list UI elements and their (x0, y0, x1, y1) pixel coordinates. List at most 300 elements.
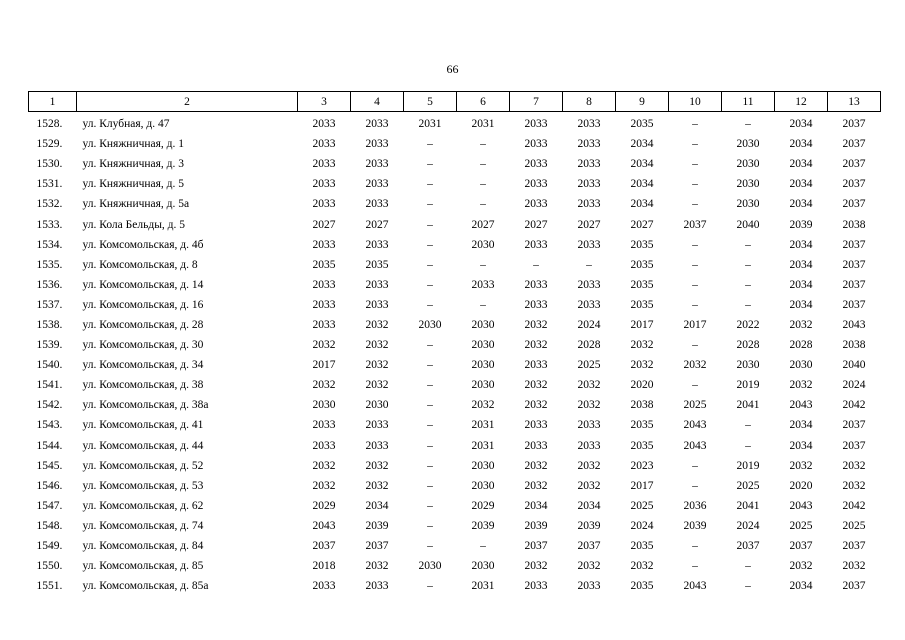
address-cell: ул. Комсомольская, д. 34 (82, 359, 204, 372)
year-cell: – (427, 419, 433, 432)
year-cell: 2033 (577, 158, 601, 171)
year-cell: – (745, 278, 751, 291)
year-cell: – (480, 198, 486, 211)
year-cell: 2033 (365, 198, 389, 211)
year-cell: 2019 (736, 379, 760, 392)
year-cell: 2032 (577, 560, 601, 573)
year-cell: 2043 (683, 439, 707, 452)
year-cell: 2025 (577, 359, 601, 372)
year-cell: – (480, 138, 486, 151)
year-cell: 2034 (630, 198, 654, 211)
table-row (29, 194, 881, 214)
address-cell: ул. Комсомольская, д. 38а (82, 399, 209, 412)
year-cell: 2043 (683, 580, 707, 593)
row-number: 1535. (36, 258, 63, 271)
year-cell: 2033 (524, 178, 548, 191)
year-cell: 2029 (312, 499, 336, 512)
address-cell: ул. Комсомольская, д. 14 (82, 278, 204, 291)
row-number: 1536. (36, 278, 63, 291)
year-cell: – (586, 258, 592, 271)
year-cell: 2033 (312, 298, 336, 311)
address-cell: ул. Комсомольская, д. 4б (82, 238, 204, 251)
year-cell: 2032 (312, 459, 336, 472)
row-number: 1548. (36, 519, 63, 532)
year-cell: 2034 (789, 198, 813, 211)
year-cell: 2034 (789, 298, 813, 311)
year-cell: 2030 (312, 399, 336, 412)
year-cell: – (427, 379, 433, 392)
year-cell: 2033 (312, 238, 336, 251)
table-row (29, 496, 881, 516)
year-cell: 2033 (365, 278, 389, 291)
year-cell: 2017 (683, 318, 707, 331)
year-cell: 2033 (365, 298, 389, 311)
year-cell: 2041 (736, 499, 760, 512)
year-cell: 2034 (789, 178, 813, 191)
year-cell: 2034 (577, 499, 601, 512)
column-header-2: 2 (77, 92, 298, 112)
year-cell: – (427, 439, 433, 452)
row-number: 1532. (36, 198, 63, 211)
year-cell: 2032 (577, 379, 601, 392)
year-cell: 2024 (577, 318, 601, 331)
year-cell: 2033 (524, 298, 548, 311)
year-cell: 2028 (736, 339, 760, 352)
row-number: 1543. (36, 419, 63, 432)
year-cell: – (745, 580, 751, 593)
year-cell: – (427, 359, 433, 372)
year-cell: – (745, 439, 751, 452)
column-header-7: 7 (510, 92, 563, 112)
schedule-table (28, 91, 881, 596)
year-cell: 2037 (524, 540, 548, 553)
table-row (29, 576, 881, 596)
year-cell: 2027 (312, 218, 336, 231)
column-header-8: 8 (563, 92, 616, 112)
row-number: 1529. (36, 138, 63, 151)
year-cell: 2030 (471, 560, 495, 573)
year-cell: 2032 (365, 339, 389, 352)
year-cell: 2032 (312, 339, 336, 352)
year-cell: 2037 (842, 138, 866, 151)
year-cell: – (427, 138, 433, 151)
row-number: 1551. (36, 580, 63, 593)
year-cell: 2035 (630, 439, 654, 452)
year-cell: 2034 (789, 439, 813, 452)
year-cell: 2024 (630, 519, 654, 532)
year-cell: 2033 (524, 158, 548, 171)
year-cell: 2037 (842, 198, 866, 211)
year-cell: 2032 (365, 379, 389, 392)
year-cell: 2037 (312, 540, 336, 553)
table-row (29, 315, 881, 335)
year-cell: 2034 (789, 419, 813, 432)
year-cell: – (480, 258, 486, 271)
year-cell: 2033 (524, 238, 548, 251)
table-row (29, 255, 881, 275)
year-cell: 2027 (577, 218, 601, 231)
year-cell: – (692, 238, 698, 251)
year-cell: 2037 (842, 419, 866, 432)
year-cell: 2039 (789, 218, 813, 231)
address-cell: ул. Комсомольская, д. 41 (82, 419, 204, 432)
table-row (29, 214, 881, 234)
year-cell: 2034 (789, 238, 813, 251)
year-cell: 2035 (630, 118, 654, 131)
year-cell: 2033 (577, 580, 601, 593)
address-cell: ул. Княжничная, д. 5 (82, 178, 185, 191)
year-cell: 2019 (736, 459, 760, 472)
year-cell: – (692, 479, 698, 492)
year-cell: 2042 (842, 399, 866, 412)
table-body (29, 112, 881, 597)
year-cell: 2035 (312, 258, 336, 271)
year-cell: – (427, 218, 433, 231)
year-cell: 2035 (630, 298, 654, 311)
year-cell: 2027 (471, 218, 495, 231)
year-cell: 2037 (365, 540, 389, 553)
year-cell: 2033 (365, 158, 389, 171)
year-cell: 2027 (524, 218, 548, 231)
table-row (29, 556, 881, 576)
table-row (29, 516, 881, 536)
year-cell: 2033 (577, 238, 601, 251)
row-number: 1549. (36, 540, 63, 553)
year-cell: 2030 (471, 318, 495, 331)
address-cell: ул. Княжничная, д. 3 (82, 158, 185, 171)
year-cell: 2025 (789, 519, 813, 532)
year-cell: 2033 (577, 419, 601, 432)
year-cell: 2030 (365, 399, 389, 412)
table-row (29, 395, 881, 415)
year-cell: – (427, 198, 433, 211)
year-cell: – (692, 258, 698, 271)
row-number: 1546. (36, 479, 63, 492)
year-cell: – (692, 158, 698, 171)
year-cell: 2030 (736, 138, 760, 151)
year-cell: – (480, 178, 486, 191)
year-cell: 2032 (312, 479, 336, 492)
table-row (29, 174, 881, 194)
year-cell: – (745, 298, 751, 311)
year-cell: 2025 (736, 479, 760, 492)
year-cell: 2032 (842, 479, 866, 492)
year-cell: 2033 (577, 198, 601, 211)
address-cell: ул. Комсомольская, д. 38 (82, 379, 204, 392)
year-cell: 2032 (312, 379, 336, 392)
year-cell: 2030 (736, 158, 760, 171)
year-cell: 2031 (418, 118, 442, 131)
year-cell: – (427, 540, 433, 553)
year-cell: 2034 (630, 138, 654, 151)
year-cell: 2033 (312, 158, 336, 171)
year-cell: 2037 (683, 218, 707, 231)
address-cell: ул. Княжничная, д. 1 (82, 138, 185, 151)
year-cell: 2035 (365, 258, 389, 271)
column-header-3: 3 (298, 92, 351, 112)
year-cell: 2030 (471, 238, 495, 251)
table-row (29, 436, 881, 456)
year-cell: 2032 (842, 560, 866, 573)
row-number: 1530. (36, 158, 63, 171)
address-cell: ул. Комсомольская, д. 30 (82, 339, 204, 352)
year-cell: 2032 (577, 399, 601, 412)
year-cell: 2032 (524, 479, 548, 492)
address-cell: ул. Княжничная, д. 5а (82, 198, 190, 211)
year-cell: 2032 (577, 479, 601, 492)
table-header-row (29, 92, 881, 112)
year-cell: 2018 (312, 560, 336, 573)
year-cell: 2025 (630, 499, 654, 512)
year-cell: 2020 (630, 379, 654, 392)
year-cell: – (427, 178, 433, 191)
year-cell: – (533, 258, 539, 271)
year-cell: 2033 (365, 580, 389, 593)
year-cell: 2032 (471, 399, 495, 412)
year-cell: 2035 (630, 419, 654, 432)
year-cell: 2041 (736, 399, 760, 412)
year-cell: – (427, 519, 433, 532)
year-cell: 2034 (524, 499, 548, 512)
year-cell: 2037 (577, 540, 601, 553)
year-cell: 2037 (842, 158, 866, 171)
year-cell: 2031 (471, 439, 495, 452)
year-cell: 2032 (789, 560, 813, 573)
year-cell: 2033 (577, 439, 601, 452)
year-cell: 2032 (524, 379, 548, 392)
year-cell: 2043 (789, 499, 813, 512)
year-cell: 2030 (736, 178, 760, 191)
year-cell: 2032 (524, 399, 548, 412)
address-cell: ул. Комсомольская, д. 85 (82, 560, 204, 573)
table-row (29, 536, 881, 556)
year-cell: 2033 (312, 178, 336, 191)
address-cell: ул. Комсомольская, д. 53 (82, 479, 204, 492)
year-cell: 2033 (524, 278, 548, 291)
year-cell: 2027 (630, 218, 654, 231)
row-number: 1531. (36, 178, 63, 191)
year-cell: 2034 (789, 580, 813, 593)
year-cell: 2034 (789, 278, 813, 291)
year-cell: – (427, 278, 433, 291)
year-cell: 2032 (630, 339, 654, 352)
year-cell: 2043 (842, 318, 866, 331)
row-number: 1528. (36, 118, 63, 131)
year-cell: 2033 (471, 278, 495, 291)
year-cell: 2038 (842, 218, 866, 231)
year-cell: – (427, 238, 433, 251)
table-row (29, 375, 881, 395)
year-cell: 2031 (471, 118, 495, 131)
row-number: 1550. (36, 560, 63, 573)
year-cell: 2033 (524, 118, 548, 131)
year-cell: 2035 (630, 540, 654, 553)
year-cell: 2037 (736, 540, 760, 553)
year-cell: 2032 (789, 379, 813, 392)
year-cell: 2022 (736, 318, 760, 331)
column-header-4: 4 (351, 92, 404, 112)
year-cell: 2030 (471, 339, 495, 352)
year-cell: 2035 (630, 238, 654, 251)
year-cell: – (692, 178, 698, 191)
year-cell: – (427, 499, 433, 512)
year-cell: – (427, 479, 433, 492)
year-cell: 2027 (365, 218, 389, 231)
column-header-5: 5 (404, 92, 457, 112)
address-cell: ул. Комсомольская, д. 62 (82, 499, 204, 512)
year-cell: 2032 (630, 359, 654, 372)
year-cell: 2030 (418, 318, 442, 331)
address-cell: ул. Комсомольская, д. 28 (82, 318, 204, 331)
year-cell: 2030 (471, 479, 495, 492)
year-cell: 2017 (630, 318, 654, 331)
year-cell: 2033 (365, 118, 389, 131)
year-cell: 2033 (312, 439, 336, 452)
year-cell: 2032 (524, 560, 548, 573)
year-cell: 2031 (471, 580, 495, 593)
year-cell: 2033 (577, 298, 601, 311)
year-cell: – (692, 118, 698, 131)
year-cell: 2033 (365, 419, 389, 432)
year-cell: 2042 (842, 499, 866, 512)
year-cell: 2024 (842, 379, 866, 392)
year-cell: 2039 (471, 519, 495, 532)
row-number: 1534. (36, 238, 63, 251)
year-cell: 2037 (842, 298, 866, 311)
page-number: 66 (446, 62, 459, 76)
address-cell: ул. Клубная, д. 47 (82, 118, 170, 131)
year-cell: 2033 (365, 238, 389, 251)
year-cell: 2030 (736, 359, 760, 372)
year-cell: – (745, 419, 751, 432)
row-number: 1547. (36, 499, 63, 512)
year-cell: – (427, 339, 433, 352)
year-cell: – (692, 278, 698, 291)
row-number: 1537. (36, 298, 63, 311)
year-cell: 2030 (736, 198, 760, 211)
year-cell: – (692, 459, 698, 472)
year-cell: 2020 (789, 479, 813, 492)
table-row (29, 134, 881, 154)
year-cell: 2032 (524, 459, 548, 472)
year-cell: 2033 (577, 178, 601, 191)
column-header-12: 12 (775, 92, 828, 112)
year-cell: 2037 (789, 540, 813, 553)
year-cell: 2017 (312, 359, 336, 372)
year-cell: 2032 (365, 459, 389, 472)
year-cell: 2037 (842, 580, 866, 593)
column-header-6: 6 (457, 92, 510, 112)
year-cell: 2032 (365, 359, 389, 372)
address-cell: ул. Комсомольская, д. 16 (82, 298, 204, 311)
year-cell: – (692, 198, 698, 211)
year-cell: 2033 (312, 138, 336, 151)
year-cell: – (745, 238, 751, 251)
row-number: 1542. (36, 399, 63, 412)
table-row (29, 415, 881, 435)
year-cell: 2043 (789, 399, 813, 412)
column-header-11: 11 (722, 92, 775, 112)
year-cell: – (427, 158, 433, 171)
address-cell: ул. Комсомольская, д. 52 (82, 459, 204, 472)
year-cell: 2033 (524, 419, 548, 432)
year-cell: 2030 (471, 379, 495, 392)
year-cell: 2037 (842, 278, 866, 291)
year-cell: 2033 (365, 439, 389, 452)
row-number: 1544. (36, 439, 63, 452)
year-cell: 2032 (683, 359, 707, 372)
year-cell: 2028 (577, 339, 601, 352)
year-cell: 2033 (524, 359, 548, 372)
year-cell: 2032 (365, 318, 389, 331)
year-cell: 2033 (577, 118, 601, 131)
column-header-10: 10 (669, 92, 722, 112)
year-cell: 2029 (471, 499, 495, 512)
year-cell: 2034 (630, 158, 654, 171)
address-cell: ул. Комсомольская, д. 85а (82, 580, 209, 593)
table-row (29, 456, 881, 476)
row-number: 1538. (36, 318, 63, 331)
year-cell: 2033 (312, 198, 336, 211)
year-cell: 2037 (842, 178, 866, 191)
year-cell: 2039 (365, 519, 389, 532)
table-row (29, 295, 881, 315)
year-cell: – (427, 399, 433, 412)
year-cell: 2033 (524, 138, 548, 151)
year-cell: 2040 (842, 359, 866, 372)
table-row (29, 476, 881, 496)
year-cell: 2038 (630, 399, 654, 412)
year-cell: 2033 (312, 278, 336, 291)
year-cell: 2039 (683, 519, 707, 532)
year-cell: 2025 (842, 519, 866, 532)
year-cell: 2025 (683, 399, 707, 412)
year-cell: 2032 (789, 318, 813, 331)
year-cell: 2028 (789, 339, 813, 352)
year-cell: 2038 (842, 339, 866, 352)
year-cell: 2032 (365, 479, 389, 492)
year-cell: 2039 (524, 519, 548, 532)
row-number: 1545. (36, 459, 63, 472)
year-cell: 2034 (789, 138, 813, 151)
year-cell: 2030 (471, 459, 495, 472)
year-cell: 2030 (471, 359, 495, 372)
year-cell: 2034 (789, 118, 813, 131)
year-cell: – (745, 258, 751, 271)
year-cell: 2033 (524, 198, 548, 211)
year-cell: 2032 (524, 339, 548, 352)
year-cell: – (692, 138, 698, 151)
year-cell: – (427, 459, 433, 472)
year-cell: – (480, 158, 486, 171)
year-cell: 2032 (630, 560, 654, 573)
address-cell: ул. Комсомольская, д. 74 (82, 519, 204, 532)
year-cell: 2033 (524, 580, 548, 593)
year-cell: 2035 (630, 258, 654, 271)
year-cell: 2023 (630, 459, 654, 472)
year-cell: 2039 (577, 519, 601, 532)
year-cell: 2032 (577, 459, 601, 472)
year-cell: 2032 (842, 459, 866, 472)
year-cell: 2033 (365, 178, 389, 191)
year-cell: 2043 (312, 519, 336, 532)
year-cell: 2033 (312, 118, 336, 131)
year-cell: 2037 (842, 439, 866, 452)
year-cell: – (427, 258, 433, 271)
year-cell: 2033 (577, 138, 601, 151)
table-row (29, 154, 881, 174)
address-cell: ул. Комсомольская, д. 44 (82, 439, 204, 452)
